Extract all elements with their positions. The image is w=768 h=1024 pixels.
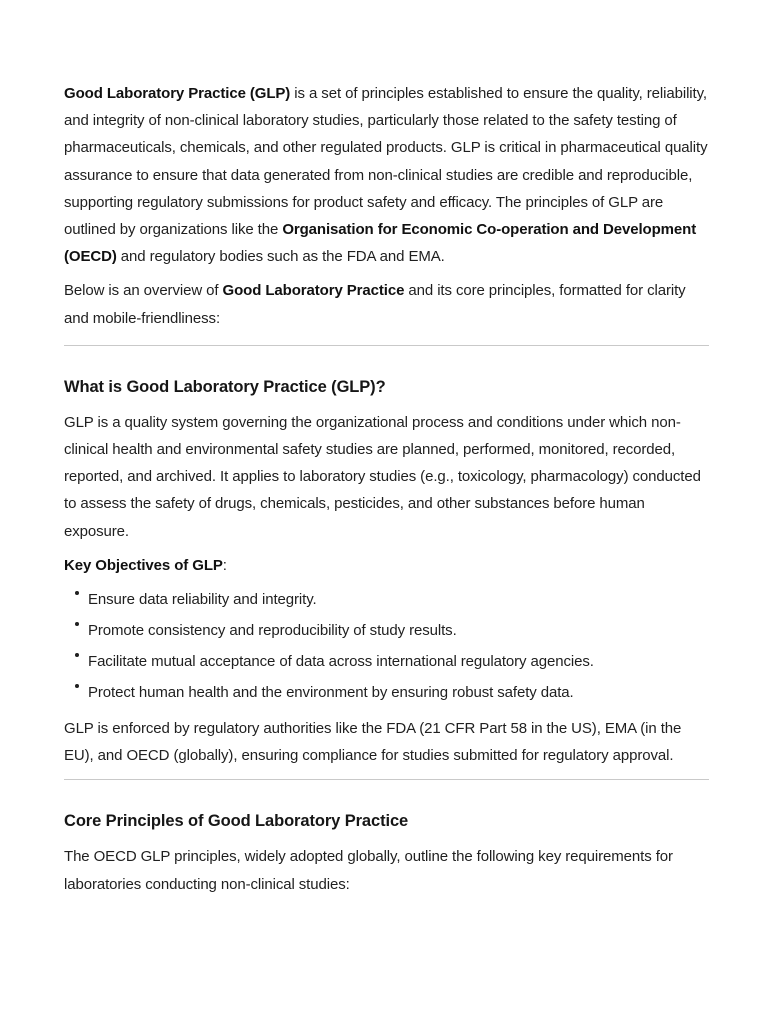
overview-paragraph [64,277,709,331]
key-objectives-colon: : [222,556,227,574]
list-item [64,646,709,677]
core-principles-paragraph: The OECD GLP principles, widely adopted globally, outline the following key requirements for laboratories conducting non-clinical studies: [64,848,673,893]
bullet-icon [75,653,79,657]
bullet-icon [75,622,79,626]
intro-paragraph [64,80,709,270]
list-item-text: Facilitate mutual acceptance of data across international regulatory agencies. [88,653,594,671]
objectives-list [64,584,709,708]
core-principles-heading: Core Principles of Good Laboratory Practice [64,812,409,831]
key-objectives-term: Key Objectives of GLP [64,556,223,574]
list-item [64,615,709,646]
overview-text-1: Below is an overview of [64,282,223,300]
list-item [64,584,709,615]
what-is-glp-paragraph: GLP is a quality system governing the organizational process and conditions under which non-clinical health and environmental safety studies are planned, performed, monitored, recorded, reported, and archived. It applies to laboratory studies (e.g., toxicology, pharmacology) conducted to assess the safety of drugs, chemicals, pesticides, and other substances before human exposure. [64,413,701,540]
document-page [64,80,709,898]
intro-text-2: and regulatory bodies such as the FDA and EMA. [116,248,445,266]
overview-text-2: and its core principles, formatted for clarity and mobile-friendliness: [64,282,686,327]
bullet-icon [75,684,79,688]
what-is-glp-heading: What is Good Laboratory Practice (GLP)? [64,377,386,396]
intro-term-oecd: Organisation for Economic Co-operation and Development (OECD) [64,221,697,266]
section-divider-2 [64,779,709,780]
key-objectives-label [64,552,709,579]
list-item-text: Ensure data reliability and integrity. [88,591,317,609]
list-item-text: Protect human health and the environment by ensuring robust safety data. [88,684,574,702]
intro-text-1: is a set of principles established to ensure the quality, reliability, and integrity of non-clinical laboratory studies, particularly those related to the safety testing of pharmaceuticals, chemicals, and other regulated products. GLP is critical in pharmaceutical quality assurance to ensure that data generated from non-clinical studies are credible and reproducible, supporting regulatory submissions for product safety and efficacy. The principles of GLP are outlined by organizations like the [64,85,708,239]
list-item [64,677,709,708]
enforcement-paragraph: GLP is enforced by regulatory authorities like the FDA (21 CFR Part 58 in the US), EMA (in the EU), and OECD (globally), ensuring compliance for studies submitted for regulatory approval. [64,720,682,765]
overview-term: Good Laboratory Practice [222,282,405,300]
bullet-icon [75,591,79,595]
intro-term-glp: Good Laboratory Practice (GLP) [64,85,291,102]
section-divider-1 [64,345,709,346]
list-item-text: Promote consistency and reproducibility of study results. [88,622,457,640]
